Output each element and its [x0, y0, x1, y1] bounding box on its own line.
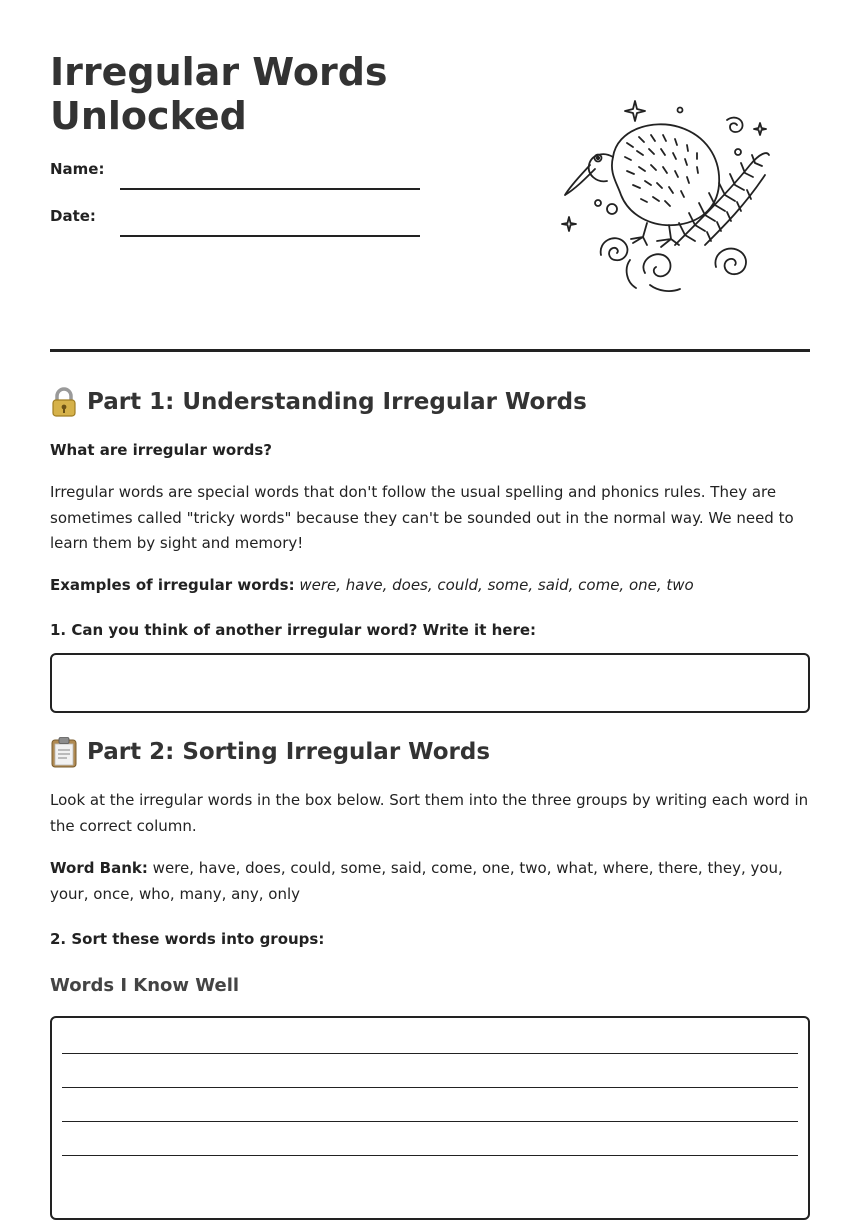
- kiwi-bird-illustration: [555, 95, 785, 300]
- name-write-line[interactable]: [120, 188, 420, 190]
- question-2: 2. Sort these words into groups:: [50, 930, 325, 948]
- part2-heading: [50, 736, 490, 768]
- question-1: 1. Can you think of another irregular word? Write it here:: [50, 621, 537, 639]
- name-label: Name:: [50, 160, 105, 178]
- word-bank: [50, 856, 810, 907]
- part1-question-heading: What are irregular words?: [50, 441, 272, 459]
- writing-line[interactable]: [62, 1053, 798, 1054]
- examples-label: Examples of irregular words:: [50, 576, 295, 594]
- part2-heading-text: Part 2: Sorting Irregular Words: [87, 739, 491, 765]
- part1-heading: [50, 386, 587, 418]
- section-divider: [50, 349, 810, 352]
- clipboard-icon: [50, 736, 78, 768]
- word-bank-label: Word Bank:: [50, 859, 148, 877]
- date-label: Date:: [50, 207, 96, 225]
- group1-heading: Words I Know Well: [50, 975, 240, 996]
- question-1-answer-box[interactable]: [50, 653, 810, 713]
- part2-instructions: Look at the irregular words in the box below. Sort them into the three groups by writing each word in the correct column.: [50, 791, 809, 835]
- writing-line[interactable]: [62, 1087, 798, 1088]
- group1-writing-box[interactable]: [50, 1016, 810, 1220]
- part1-heading-text: Part 1: Understanding Irregular Words: [87, 389, 587, 415]
- name-field[interactable]: [50, 160, 420, 190]
- examples-list: were, have, does, could, some, said, come, one, two: [299, 576, 694, 594]
- part1-paragraph: Irregular words are special words that don't follow the usual spelling and phonics rules. They are sometimes called "tricky words" because they can't be sounded out in the normal way. We need to learn them by sight and memory!: [50, 483, 794, 552]
- examples-line: [50, 573, 810, 599]
- worksheet-title: Irregular Words Unlocked: [50, 50, 388, 138]
- date-field[interactable]: [50, 207, 420, 237]
- word-bank-list: were, have, does, could, some, said, come, one, two, what, where, there, they, you, your, once, who, many, any, only: [50, 859, 783, 903]
- date-write-line[interactable]: [120, 235, 420, 237]
- writing-line[interactable]: [62, 1155, 798, 1156]
- padlock-icon: [50, 386, 78, 418]
- writing-line[interactable]: [62, 1121, 798, 1122]
